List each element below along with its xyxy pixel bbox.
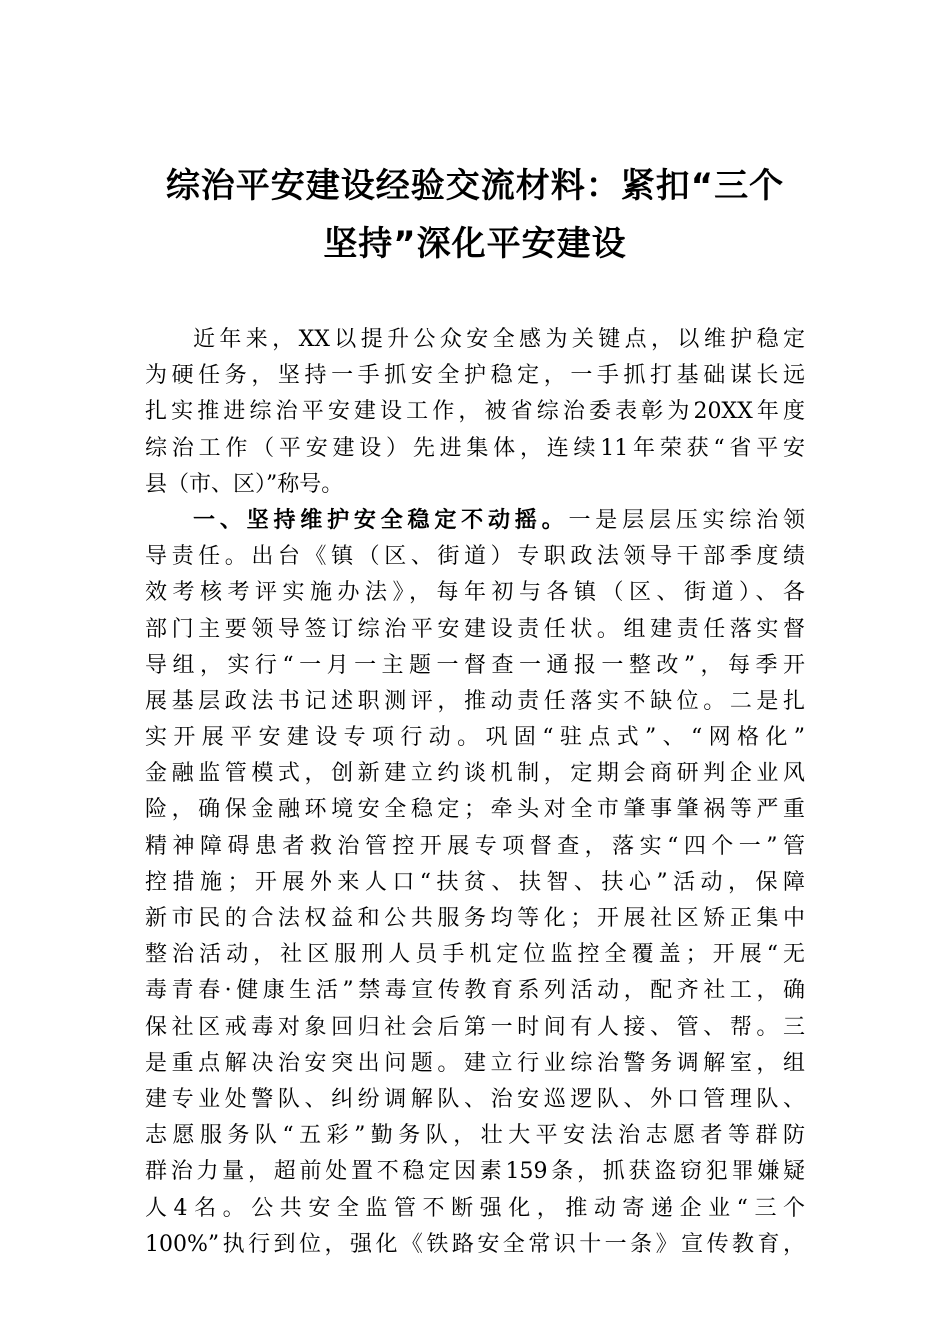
text-line: 展基层政法书记述职测评，推动责任落实不缺位。二是扎 — [145, 688, 805, 714]
text-line: 导责任。出台《镇（区、街道）专职政法领导干部季度绩 — [145, 544, 805, 570]
section-first-line-text: 一是层层压实综治领 — [568, 507, 805, 533]
text-line: 毒青春·健康生活”禁毒宣传教育系列活动，配齐社工，确 — [145, 978, 805, 1004]
section-heading: 一、坚持维护安全稳定不动摇。 — [193, 507, 569, 533]
text-line: 近年来，XX以提升公众安全感为关键点，以维护稳定 — [193, 327, 805, 352]
text-line: 100%”执行到位，强化《铁路安全常识十一条》宣传教育， — [145, 1231, 805, 1257]
text-line: 综治工作（平安建设）先进集体，连续11年荣获“省平安 — [145, 435, 805, 461]
text-line: 为硬任务，坚持一手抓安全护稳定，一手抓打基础谋长远 — [145, 363, 805, 389]
title-line-2: 坚持”深化平安建设 — [323, 224, 627, 264]
text-line: 建专业处警队、纠纷调解队、治安巡逻队、外口管理队、 — [145, 1086, 805, 1112]
text-line: 扎实推进综治平安建设工作，被省综治委表彰为20XX年度 — [145, 399, 805, 425]
page-title — [120, 160, 830, 272]
text-line: 效考核考评实施办法》，每年初与各镇（区、街道）、各 — [145, 580, 805, 606]
text-line: 新市民的合法权益和公共服务均等化；开展社区矫正集中 — [145, 906, 805, 931]
text-line: 部门主要领导签订综治平安建设责任状。组建责任落实督 — [145, 616, 805, 642]
text-line: 险，确保金融环境安全稳定；牵头对全市肇事肇祸等严重 — [145, 797, 805, 823]
text-line: 志愿服务队“五彩”勤务队，壮大平安法治志愿者等群防 — [145, 1123, 805, 1149]
paragraph-section-one — [145, 503, 805, 1263]
paragraph-intro — [145, 322, 805, 503]
text-line: 精神障碍患者救治管控开展专项督查，落实“四个一”管 — [145, 833, 805, 859]
text-line: 控措施；开展外来人口“扶贫、扶智、扶心”活动，保障 — [145, 869, 805, 895]
text-line: 县（市、区）”称号。 — [145, 471, 344, 497]
text-line: 群治力量，超前处置不稳定因素159条，抓获盗窃犯罪嫌疑 — [145, 1159, 805, 1185]
text-line: 金融监管模式，创新建立约谈机制，定期会商研判企业风 — [145, 761, 805, 787]
text-line: 整治活动，社区服刑人员手机定位监控全覆盖；开展“无 — [145, 942, 805, 968]
document-body — [145, 322, 805, 1263]
title-line-1: 综治平安建设经验交流材料：紧扣“三个 — [165, 166, 785, 206]
text-line: 人4名。公共安全监管不断强化，推动寄递企业“三个 — [145, 1195, 805, 1221]
text-line: 实开展平安建设专项行动。巩固“驻点式”、“网格化” — [145, 725, 805, 751]
text-line: 导组，实行“一月一主题一督查一通报一整改”，每季开 — [145, 652, 805, 678]
text-line — [145, 503, 805, 539]
text-line: 保社区戒毒对象回归社会后第一时间有人接、管、帮。三 — [145, 1014, 805, 1040]
text-line: 是重点解决治安突出问题。建立行业综治警务调解室，组 — [145, 1050, 805, 1076]
